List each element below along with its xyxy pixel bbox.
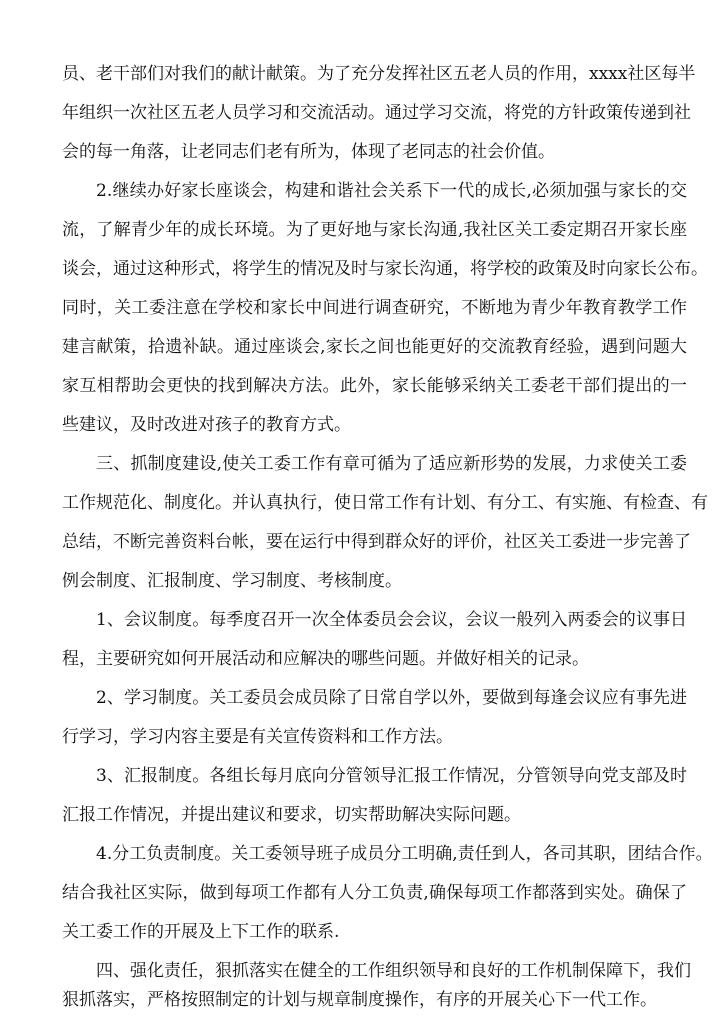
paragraph-line: 流，了解青少年的成长环境。为了更好地与家长沟通,我社区关工委定期召开家长座 <box>62 220 687 240</box>
paragraph-line: 家互相帮助会更快的找到解决方法。此外，家长能够采纳关工委老干部们提出的一 <box>62 376 687 396</box>
paragraph-line: 例会制度、汇报制度、学习制度、考核制度。 <box>62 571 402 591</box>
paragraph-line: 工作规范化、制度化。并认真执行，使日常工作有计划、有分工、有实施、有检查、有 <box>62 493 708 513</box>
paragraph-line: 3、汇报制度。各组长每月底向分管领导汇报工作情况，分管领导向党支部及时 <box>96 766 687 786</box>
paragraph-line: 总结，不断完善资料台帐，要在运行中得到群众好的评价，社区关工委进一步完善了 <box>62 532 691 552</box>
paragraph-line: 1、会议制度。每季度召开一次全体委员会会议，会议一般列入两委会的议事日 <box>96 610 687 630</box>
paragraph-line: 结合我社区实际，做到每项工作都有人分工负责,确保每项工作都落到实处。确保了 <box>62 883 687 903</box>
paragraph-line: 行学习，学习内容主要是有关宣传资料和工作方法。 <box>62 727 453 747</box>
paragraph-line: 建言献策，拾遗补缺。通过座谈会,家长之间也能更好的交流教育经验，遇到问题大 <box>62 337 687 357</box>
paragraph-line: 2.继续办好家长座谈会，构建和谐社会关系下一代的成长,必须加强与家长的交 <box>96 181 687 201</box>
paragraph-line: 同时，关工委注意在学校和家长中间进行调查研究，不断地为青少年教育教学工作 <box>62 298 687 318</box>
paragraph-line: 2、学习制度。关工委员会成员除了日常自学以外，要做到每逢会议应有事先进 <box>96 688 687 708</box>
paragraph-line: 狠抓落实，严格按照制定的计划与规章制度操作，有序的开展关心下一代工作。 <box>62 990 657 1010</box>
paragraph-line: 4.分工负责制度。关工委领导班子成员分工明确,责任到人，各司其职，团结合作。 <box>96 844 713 864</box>
paragraph-line: 年组织一次社区五老人员学习和交流活动。通过学习交流，将党的方针政策传递到社 <box>62 103 691 123</box>
paragraph-line: 程，主要研究如何开展活动和应解决的哪些问题。并做好相关的记录。 <box>62 649 589 669</box>
paragraph-line: 三、抓制度建设,使关工委工作有章可循为了适应新形势的发展，力求使关工委 <box>96 454 687 474</box>
paragraph-line: 会的每一角落，让老同志们老有所为，体现了老同志的社会价值。 <box>62 142 555 162</box>
paragraph-line: 员、老干部们对我们的献计献策。为了充分发挥社区五老人员的作用，xxxx社区每半 <box>62 64 696 84</box>
paragraph-line: 四、强化责任，狠抓落实在健全的工作组织领导和良好的工作机制保障下，我们 <box>96 961 691 981</box>
paragraph-line: 谈会，通过这种形式，将学生的情况及时与家长沟通，将学校的政策及时向家长公布。 <box>62 259 708 279</box>
paragraph-line: 汇报工作情况，并提出建议和要求，切实帮助解决实际问题。 <box>62 805 521 825</box>
paragraph-line: 关工委工作的开展及上下工作的联系. <box>62 922 340 942</box>
paragraph-line: 些建议，及时改进对孩子的教育方式。 <box>62 415 351 435</box>
